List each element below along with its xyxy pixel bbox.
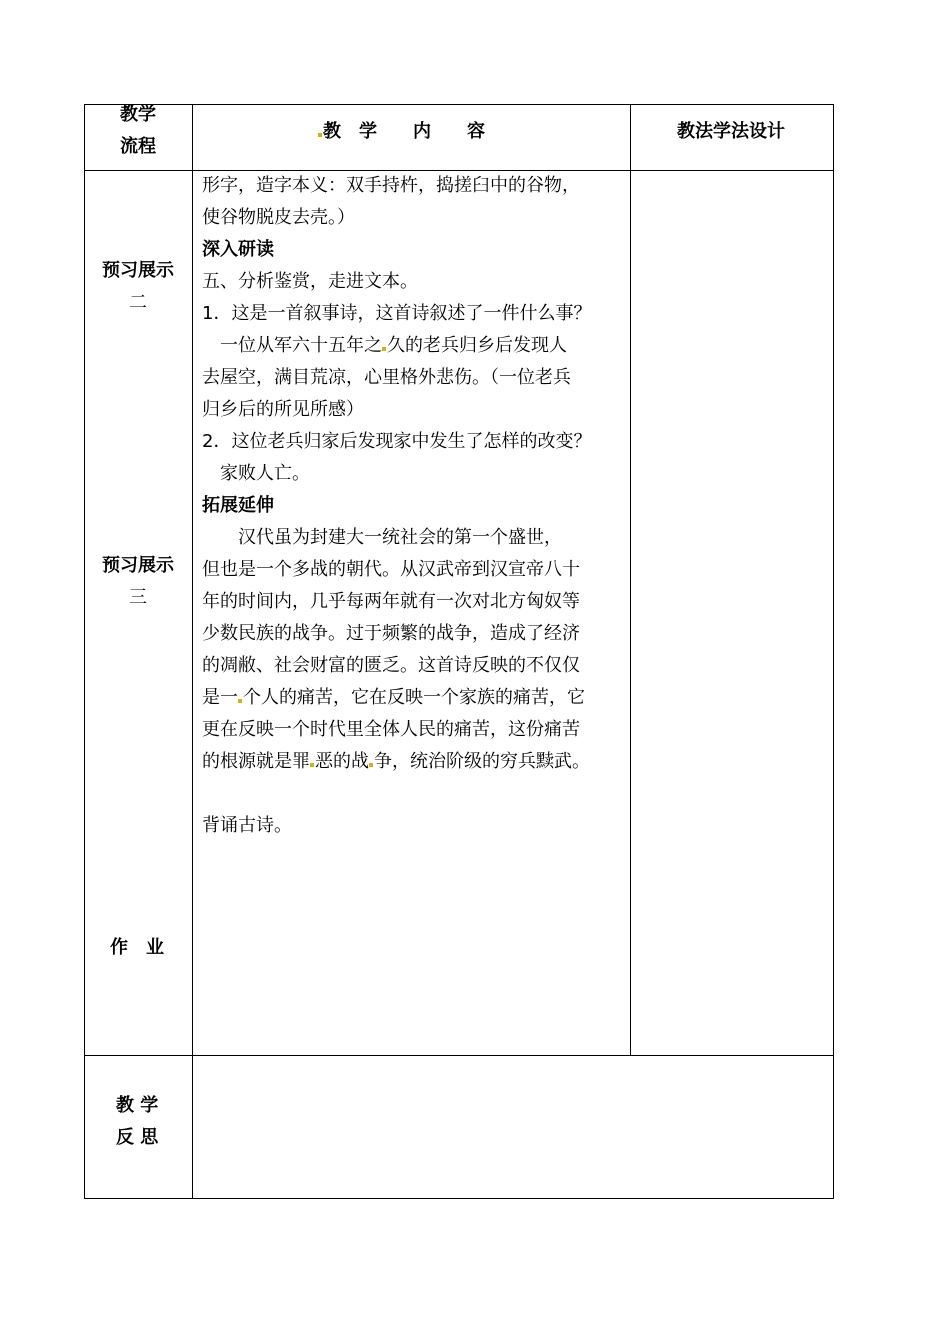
- content-line: 是一 个人的痛苦，它在反映一个家族的痛苦，它: [202, 687, 585, 708]
- content-line: 但也是一个多战的朝代。从汉武帝到汉宣帝八十: [202, 559, 580, 580]
- column-divider-2: [630, 104, 631, 1056]
- section-preview3-label: 预习展示: [102, 555, 174, 576]
- column-divider-1: [192, 104, 193, 1199]
- section-reflection-label-1: 教 学: [116, 1095, 159, 1116]
- content-line: 少数民族的战争。过于频繁的战争，造成了经济: [202, 623, 580, 644]
- content-line: 的根源就是罪 恶的战 争，统治阶级的穷兵黩武。: [202, 751, 590, 772]
- table-top-border: [84, 104, 834, 105]
- content-line: 五、分析鉴赏，走进文本。: [202, 271, 418, 292]
- section-heading: 拓展延伸: [202, 495, 274, 516]
- body-bottom-border: [84, 1055, 834, 1056]
- header-content-label: 教 学 内 容: [318, 122, 485, 142]
- question-2: 2．这位老兵归家后发现家中发生了怎样的改变？: [202, 431, 592, 452]
- section-heading: 深入研读: [202, 239, 274, 260]
- annotation-mark: [238, 699, 242, 703]
- answer-1-line: 归乡后的所见所感）: [202, 399, 364, 420]
- section-preview2-num: 二: [129, 292, 147, 313]
- header-flow-label-2: 流程: [120, 136, 156, 157]
- annotation-mark: [369, 763, 373, 767]
- question-1: 1．这是一首叙事诗，这首诗叙述了一件什么事？: [202, 303, 592, 324]
- section-preview3-num: 三: [129, 587, 147, 608]
- content-line: 的凋敝、社会财富的匮乏。这首诗反映的不仅仅: [202, 655, 580, 676]
- content-line: 形字，造字本义：双手持杵，捣搓臼中的谷物，: [202, 175, 580, 196]
- content-line: 使谷物脱皮去壳。）: [202, 207, 355, 228]
- homework-text: 背诵古诗。: [202, 815, 292, 836]
- annotation-mark: [318, 133, 322, 137]
- content-line: 年的时间内，几乎每两年就有一次对北方匈奴等: [202, 591, 580, 612]
- blank-line: [202, 778, 627, 810]
- annotation-mark: [310, 763, 314, 767]
- table-left-border: [84, 104, 85, 1199]
- table-right-border: [833, 104, 834, 1199]
- content-line: 更在反映一个时代里全体人民的痛苦，这份痛苦: [202, 719, 580, 740]
- section-reflection-label-2: 反 思: [116, 1127, 159, 1148]
- content-column: [202, 170, 627, 842]
- header-method-label: 教法学法设计: [677, 121, 785, 142]
- header-flow-label-1: 教学: [120, 104, 156, 125]
- answer-1-line: 一位从军六十五年之 久的老兵归乡后发现人: [202, 335, 567, 356]
- annotation-mark: [382, 347, 386, 351]
- table-bottom-border: [84, 1198, 834, 1199]
- answer-1-line: 去屋空，满目荒凉，心里格外悲伤。（一位老兵: [202, 367, 571, 388]
- section-preview2-label: 预习展示: [102, 260, 174, 281]
- content-line: 汉代虽为封建大一统社会的第一个盛世，: [202, 527, 562, 548]
- answer-2: 家败人亡。: [202, 463, 310, 484]
- section-homework-label: 作 业: [110, 937, 164, 958]
